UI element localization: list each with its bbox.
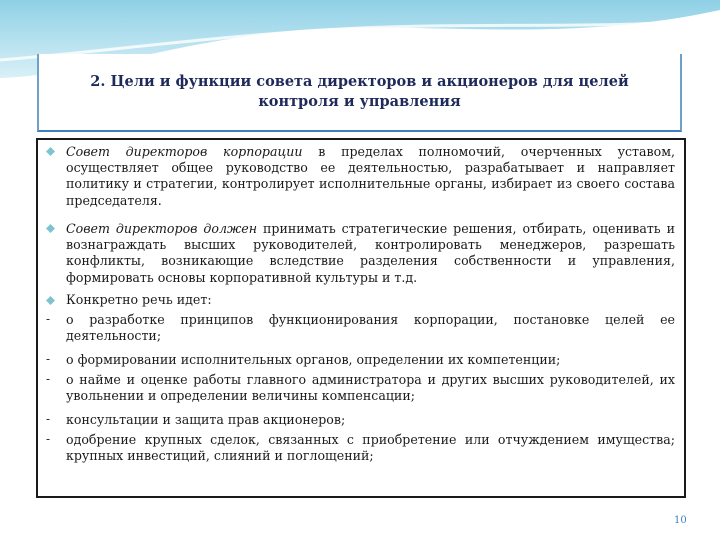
list-item xyxy=(66,432,675,464)
list-item xyxy=(66,292,675,308)
page-number: 10 xyxy=(674,515,687,526)
content-box xyxy=(36,138,686,498)
slide-title-box xyxy=(37,54,682,132)
slide-title xyxy=(39,72,680,112)
list-item xyxy=(66,144,675,209)
slide-title-line-2: контроля и управления xyxy=(258,93,461,110)
dash-marker: - xyxy=(46,432,51,446)
list-item-text: о формировании исполнительных органов, определении их компетенции; xyxy=(66,352,561,367)
list-item-text: консультации и защита прав акционеров; xyxy=(66,412,346,427)
bullet-icon xyxy=(46,224,55,233)
bullet-icon xyxy=(46,296,55,305)
list-item-text: в пределах полномочий, очерченных уставом, осуществляет общее руководство ее деятельностью, разрабатывает и направляет политику и стратегии, контролирует исполнительные органы, избирает из своего состава председателя. xyxy=(66,144,675,208)
list-item-text: о разработке принципов функционирования корпорации, постановке целей ее деятельности; xyxy=(66,312,675,344)
list-item-text: Конкретно речь идет: xyxy=(66,292,212,307)
list-item xyxy=(66,372,675,404)
list-item xyxy=(66,352,675,368)
dash-marker: - xyxy=(46,412,51,426)
list-item xyxy=(66,412,675,428)
list-item xyxy=(66,312,675,344)
dash-marker: - xyxy=(46,312,51,326)
dash-marker: - xyxy=(46,372,51,386)
list-item-text: о найме и оценке работы главного администратора и других высших руководителей, их увольнении и определении величины компенсации; xyxy=(66,372,675,404)
dash-marker: - xyxy=(46,352,51,366)
slide-title-line-1: 2. Цели и функции совета директоров и акционеров для целей xyxy=(90,73,629,90)
bullet-icon xyxy=(46,147,55,156)
list-item-lead: Совет директоров корпорации xyxy=(66,144,303,159)
list-item-text: одобрение крупных сделок, связанных с приобретение или отчуждением имущества; крупных инвестиций, слияний и поглощений; xyxy=(66,432,675,464)
list-item-text: принимать стратегические решения, отбирать, оценивать и вознаграждать высших руководителей, контролировать менеджеров, разрешать конфликты, возникающие вследствие разделения собственности и управления, формировать основы корпоративной культуры и т.д. xyxy=(66,221,675,285)
list-item xyxy=(66,221,675,286)
list-item-lead: Совет директоров должен xyxy=(66,221,258,236)
